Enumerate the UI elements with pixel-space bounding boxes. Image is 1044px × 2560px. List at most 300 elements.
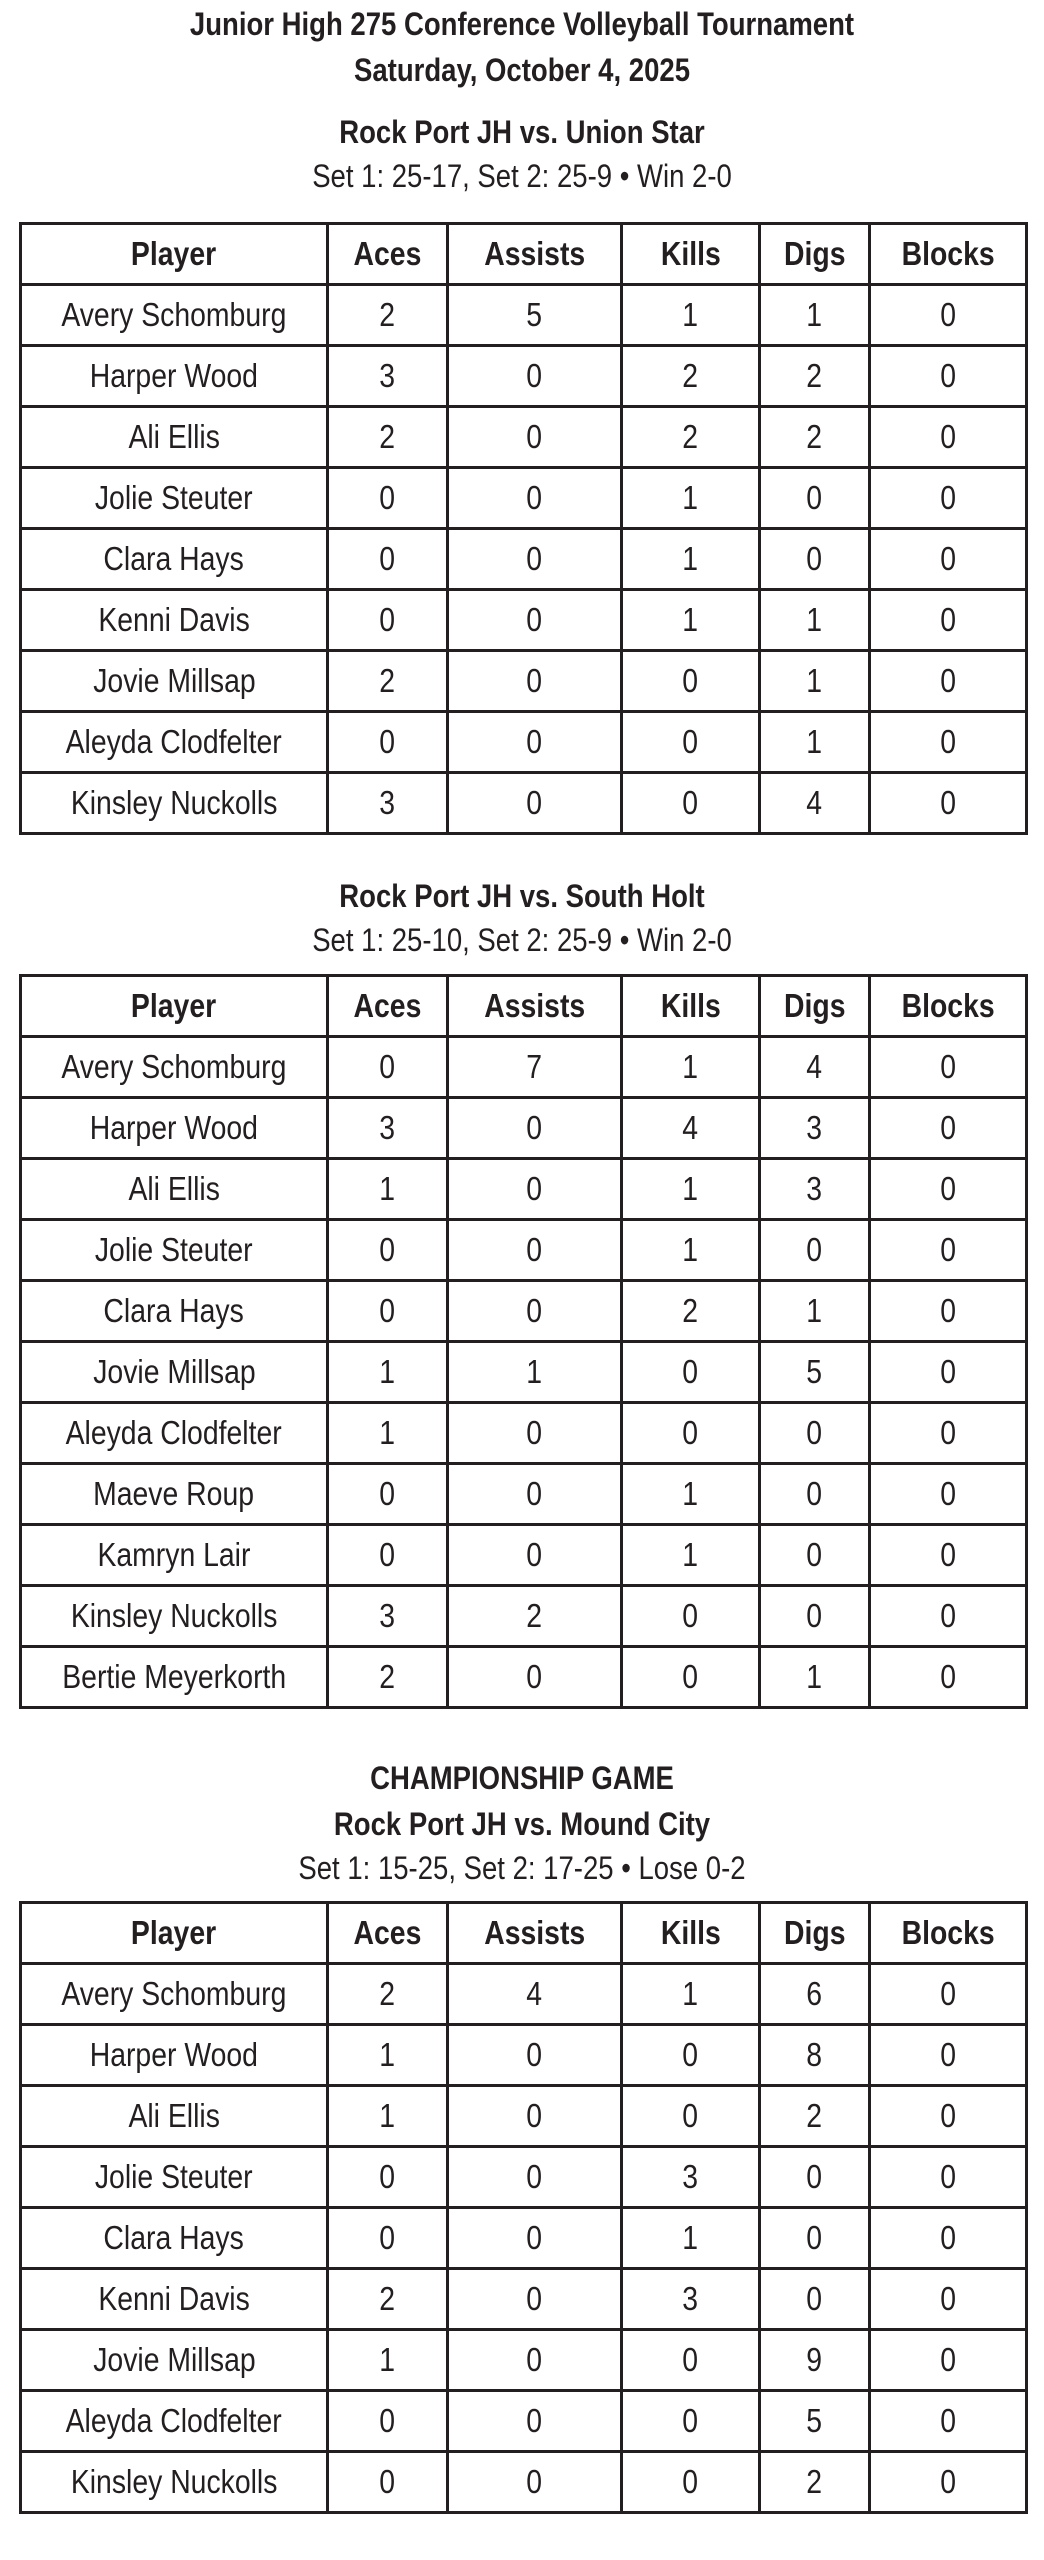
cell-blocks bbox=[870, 2208, 1027, 2269]
cell-value: 1 bbox=[806, 662, 823, 699]
cell-digs bbox=[760, 2269, 870, 2330]
cell-value: 0 bbox=[526, 1658, 543, 1695]
table-row bbox=[21, 529, 1027, 590]
cell-value: 3 bbox=[379, 357, 396, 394]
match-result: Set 1: 25-10, Set 2: 25-9 • Win 2-0 bbox=[312, 922, 732, 958]
cell-blocks bbox=[870, 2330, 1027, 2391]
cell-blocks bbox=[870, 651, 1027, 712]
cell-assists bbox=[448, 285, 622, 346]
cell-aces bbox=[328, 651, 448, 712]
cell-kills bbox=[622, 407, 760, 468]
cell-value: 0 bbox=[379, 2402, 396, 2439]
cell-kills bbox=[622, 1281, 760, 1342]
cell-value: 3 bbox=[682, 2280, 699, 2317]
cell-value: Jovie Millsap bbox=[92, 1353, 256, 1390]
table-row bbox=[21, 468, 1027, 529]
cell-kills bbox=[622, 529, 760, 590]
cell-aces bbox=[328, 590, 448, 651]
cell-aces bbox=[328, 1098, 448, 1159]
cell-value: 0 bbox=[379, 601, 396, 638]
cell-kills bbox=[622, 590, 760, 651]
column-header-label: Kills bbox=[660, 987, 721, 1024]
table-row bbox=[21, 1342, 1027, 1403]
cell-digs bbox=[760, 2025, 870, 2086]
cell-digs bbox=[760, 712, 870, 773]
cell-kills bbox=[622, 2330, 760, 2391]
cell-assists bbox=[448, 1037, 622, 1098]
cell-value: Kenni Davis bbox=[98, 601, 250, 638]
cell-blocks bbox=[870, 1964, 1027, 2025]
cell-assists bbox=[448, 1220, 622, 1281]
cell-digs bbox=[760, 1964, 870, 2025]
cell-value: 1 bbox=[682, 540, 699, 577]
cell-value: 0 bbox=[940, 1292, 956, 1329]
cell-value: 1 bbox=[806, 723, 823, 760]
cell-player bbox=[21, 2208, 328, 2269]
cell-value: 0 bbox=[682, 2341, 699, 2378]
column-header-blocks bbox=[870, 224, 1027, 285]
cell-value: Clara Hays bbox=[103, 540, 245, 577]
cell-value: 0 bbox=[526, 784, 543, 821]
cell-player bbox=[21, 2025, 328, 2086]
cell-value: 1 bbox=[379, 1414, 396, 1451]
cell-kills bbox=[622, 2452, 760, 2513]
cell-digs bbox=[760, 2330, 870, 2391]
cell-value: 0 bbox=[682, 2036, 699, 2073]
cell-value: 0 bbox=[940, 418, 956, 455]
cell-value: 5 bbox=[526, 296, 543, 333]
table-row bbox=[21, 2086, 1027, 2147]
cell-player bbox=[21, 1464, 328, 1525]
column-header-player bbox=[21, 1903, 328, 1964]
match-title: Rock Port JH vs. Union Star bbox=[339, 114, 705, 150]
cell-blocks bbox=[870, 346, 1027, 407]
cell-value: Bertie Meyerkorth bbox=[62, 1658, 286, 1695]
cell-digs bbox=[760, 1464, 870, 1525]
table-row bbox=[21, 1403, 1027, 1464]
cell-assists bbox=[448, 590, 622, 651]
table-row bbox=[21, 2147, 1027, 2208]
cell-value: 4 bbox=[682, 1109, 699, 1146]
table-row bbox=[21, 346, 1027, 407]
table-row bbox=[21, 1159, 1027, 1220]
cell-value: Jolie Steuter bbox=[95, 1231, 253, 1268]
cell-blocks bbox=[870, 773, 1027, 834]
column-header-digs bbox=[760, 224, 870, 285]
cell-blocks bbox=[870, 2147, 1027, 2208]
cell-value: Harper Wood bbox=[89, 2036, 259, 2073]
cell-assists bbox=[448, 2391, 622, 2452]
table-row bbox=[21, 2025, 1027, 2086]
cell-player bbox=[21, 407, 328, 468]
column-header-player bbox=[21, 224, 328, 285]
cell-value: 1 bbox=[379, 2036, 396, 2073]
cell-digs bbox=[760, 651, 870, 712]
cell-value: 0 bbox=[526, 1475, 543, 1512]
cell-value: 0 bbox=[940, 1109, 956, 1146]
cell-value: 1 bbox=[682, 1536, 699, 1573]
cell-kills bbox=[622, 1964, 760, 2025]
cell-kills bbox=[622, 1464, 760, 1525]
cell-value: 8 bbox=[806, 2036, 823, 2073]
cell-digs bbox=[760, 2208, 870, 2269]
cell-value: Jovie Millsap bbox=[92, 2341, 256, 2378]
page-date: Saturday, October 4, 2025 bbox=[354, 52, 690, 88]
cell-value: 0 bbox=[682, 1414, 699, 1451]
column-header-label: Digs bbox=[783, 1914, 846, 1951]
cell-value: 9 bbox=[806, 2341, 823, 2378]
cell-kills bbox=[622, 1098, 760, 1159]
cell-value: 0 bbox=[682, 1353, 699, 1390]
table-row bbox=[21, 2391, 1027, 2452]
cell-aces bbox=[328, 2269, 448, 2330]
column-header-aces bbox=[328, 1903, 448, 1964]
cell-kills bbox=[622, 2208, 760, 2269]
cell-player bbox=[21, 1647, 328, 1708]
cell-value: 0 bbox=[379, 1475, 396, 1512]
cell-value: 1 bbox=[682, 601, 699, 638]
cell-assists bbox=[448, 1159, 622, 1220]
table-row bbox=[21, 1098, 1027, 1159]
cell-player bbox=[21, 285, 328, 346]
cell-value: 1 bbox=[379, 1353, 396, 1390]
column-header-label: Digs bbox=[783, 987, 846, 1024]
cell-aces bbox=[328, 1342, 448, 1403]
cell-value: 1 bbox=[682, 1975, 699, 2012]
cell-digs bbox=[760, 773, 870, 834]
cell-value: 0 bbox=[806, 1231, 823, 1268]
cell-aces bbox=[328, 1403, 448, 1464]
table-row bbox=[21, 1281, 1027, 1342]
cell-value: 0 bbox=[940, 296, 956, 333]
cell-value: 2 bbox=[806, 2463, 823, 2500]
cell-digs bbox=[760, 529, 870, 590]
cell-value: 0 bbox=[940, 1597, 956, 1634]
cell-value: 0 bbox=[940, 662, 956, 699]
cell-value: 0 bbox=[526, 723, 543, 760]
cell-value: 0 bbox=[526, 2280, 543, 2317]
column-header-kills bbox=[622, 224, 760, 285]
cell-blocks bbox=[870, 590, 1027, 651]
cell-player bbox=[21, 2086, 328, 2147]
table-row bbox=[21, 773, 1027, 834]
cell-value: 2 bbox=[379, 2280, 396, 2317]
match-heading: CHAMPIONSHIP GAME bbox=[370, 1760, 674, 1796]
cell-kills bbox=[622, 2086, 760, 2147]
cell-assists bbox=[448, 2147, 622, 2208]
cell-kills bbox=[622, 1586, 760, 1647]
cell-value: 0 bbox=[682, 2463, 699, 2500]
cell-value: 0 bbox=[940, 1414, 956, 1451]
cell-value: 0 bbox=[526, 540, 543, 577]
cell-value: 3 bbox=[806, 1170, 823, 1207]
cell-aces bbox=[328, 1037, 448, 1098]
cell-value: 3 bbox=[379, 1109, 396, 1146]
cell-kills bbox=[622, 651, 760, 712]
match-result: Set 1: 25-17, Set 2: 25-9 • Win 2-0 bbox=[312, 158, 732, 194]
cell-value: 2 bbox=[379, 1975, 396, 2012]
cell-blocks bbox=[870, 2025, 1027, 2086]
cell-aces bbox=[328, 773, 448, 834]
cell-player bbox=[21, 1403, 328, 1464]
cell-value: 2 bbox=[682, 357, 699, 394]
cell-value: 2 bbox=[526, 1597, 543, 1634]
cell-aces bbox=[328, 529, 448, 590]
cell-blocks bbox=[870, 407, 1027, 468]
cell-value: 0 bbox=[682, 784, 699, 821]
table-row bbox=[21, 2208, 1027, 2269]
cell-blocks bbox=[870, 1403, 1027, 1464]
cell-player bbox=[21, 1525, 328, 1586]
cell-value: Avery Schomburg bbox=[61, 1975, 287, 2012]
cell-assists bbox=[448, 1342, 622, 1403]
match-title: Rock Port JH vs. Mound City bbox=[333, 1806, 711, 1842]
cell-value: 7 bbox=[526, 1048, 543, 1085]
column-header-label: Assists bbox=[484, 987, 585, 1024]
cell-value: 0 bbox=[526, 2036, 543, 2073]
cell-blocks bbox=[870, 1220, 1027, 1281]
stats-table bbox=[19, 1901, 1028, 2514]
cell-value: 2 bbox=[806, 2097, 823, 2134]
cell-digs bbox=[760, 468, 870, 529]
cell-value: 0 bbox=[379, 1536, 396, 1573]
cell-value: 0 bbox=[526, 2402, 543, 2439]
table-row bbox=[21, 1037, 1027, 1098]
cell-assists bbox=[448, 651, 622, 712]
cell-value: 0 bbox=[379, 540, 396, 577]
column-header-kills bbox=[622, 976, 760, 1037]
column-header-label: Kills bbox=[660, 1914, 721, 1951]
cell-aces bbox=[328, 285, 448, 346]
cell-kills bbox=[622, 1342, 760, 1403]
cell-value: 0 bbox=[940, 1353, 956, 1390]
cell-assists bbox=[448, 407, 622, 468]
cell-digs bbox=[760, 2086, 870, 2147]
cell-assists bbox=[448, 2025, 622, 2086]
cell-value: 2 bbox=[379, 662, 396, 699]
table-row bbox=[21, 1220, 1027, 1281]
cell-value: 0 bbox=[379, 1231, 396, 1268]
cell-value: 1 bbox=[682, 479, 699, 516]
cell-kills bbox=[622, 1403, 760, 1464]
cell-value: 3 bbox=[806, 1109, 823, 1146]
cell-player bbox=[21, 712, 328, 773]
cell-blocks bbox=[870, 1159, 1027, 1220]
cell-value: 0 bbox=[682, 2402, 699, 2439]
cell-value: 0 bbox=[940, 357, 956, 394]
cell-blocks bbox=[870, 529, 1027, 590]
column-header-aces bbox=[328, 224, 448, 285]
cell-value: Jolie Steuter bbox=[95, 479, 253, 516]
cell-digs bbox=[760, 2147, 870, 2208]
header-row bbox=[21, 976, 1027, 1037]
cell-assists bbox=[448, 346, 622, 407]
table-row bbox=[21, 2269, 1027, 2330]
cell-digs bbox=[760, 2391, 870, 2452]
cell-value: 0 bbox=[526, 2158, 543, 2195]
cell-player bbox=[21, 1281, 328, 1342]
table-row bbox=[21, 651, 1027, 712]
cell-value: 0 bbox=[806, 540, 823, 577]
column-header-label: Player bbox=[131, 1914, 217, 1951]
cell-assists bbox=[448, 1586, 622, 1647]
cell-value: 3 bbox=[379, 1597, 396, 1634]
table-row bbox=[21, 1464, 1027, 1525]
table-row bbox=[21, 2330, 1027, 2391]
table-row bbox=[21, 1647, 1027, 1708]
cell-assists bbox=[448, 2208, 622, 2269]
cell-aces bbox=[328, 1220, 448, 1281]
column-header-aces bbox=[328, 976, 448, 1037]
cell-blocks bbox=[870, 1098, 1027, 1159]
cell-kills bbox=[622, 2269, 760, 2330]
cell-value: 0 bbox=[379, 723, 396, 760]
column-header-label: Blocks bbox=[901, 987, 995, 1024]
column-header-blocks bbox=[870, 976, 1027, 1037]
cell-value: Ali Ellis bbox=[128, 418, 220, 455]
cell-player bbox=[21, 529, 328, 590]
column-header-label: Digs bbox=[783, 235, 846, 272]
cell-value: 0 bbox=[379, 1048, 396, 1085]
cell-blocks bbox=[870, 2269, 1027, 2330]
cell-aces bbox=[328, 407, 448, 468]
cell-digs bbox=[760, 1647, 870, 1708]
cell-value: 2 bbox=[379, 418, 396, 455]
cell-value: 1 bbox=[379, 1170, 396, 1207]
cell-digs bbox=[760, 346, 870, 407]
cell-kills bbox=[622, 1159, 760, 1220]
cell-digs bbox=[760, 1098, 870, 1159]
cell-kills bbox=[622, 468, 760, 529]
cell-aces bbox=[328, 2025, 448, 2086]
cell-kills bbox=[622, 346, 760, 407]
table-row bbox=[21, 2452, 1027, 2513]
stats-table bbox=[19, 974, 1028, 1709]
cell-value: 0 bbox=[940, 2402, 956, 2439]
cell-aces bbox=[328, 712, 448, 773]
cell-value: 5 bbox=[806, 1353, 823, 1390]
cell-value: 1 bbox=[682, 296, 699, 333]
cell-value: 0 bbox=[806, 1536, 823, 1573]
cell-value: 2 bbox=[806, 418, 823, 455]
cell-value: 0 bbox=[379, 2463, 396, 2500]
cell-value: 1 bbox=[379, 2097, 396, 2134]
cell-value: 2 bbox=[682, 418, 699, 455]
cell-value: 0 bbox=[806, 2280, 823, 2317]
cell-value: 0 bbox=[526, 2097, 543, 2134]
cell-aces bbox=[328, 2086, 448, 2147]
column-header-label: Kills bbox=[660, 235, 721, 272]
column-header-blocks bbox=[870, 1903, 1027, 1964]
column-header-label: Blocks bbox=[901, 1914, 995, 1951]
cell-player bbox=[21, 1159, 328, 1220]
cell-digs bbox=[760, 1403, 870, 1464]
table-row bbox=[21, 1525, 1027, 1586]
table-row bbox=[21, 712, 1027, 773]
cell-blocks bbox=[870, 1647, 1027, 1708]
match-result: Set 1: 15-25, Set 2: 17-25 • Lose 0-2 bbox=[298, 1850, 746, 1886]
cell-blocks bbox=[870, 1281, 1027, 1342]
cell-assists bbox=[448, 712, 622, 773]
cell-value: 0 bbox=[940, 2280, 956, 2317]
cell-value: 0 bbox=[526, 662, 543, 699]
cell-assists bbox=[448, 468, 622, 529]
cell-value: 4 bbox=[806, 1048, 823, 1085]
cell-value: 0 bbox=[806, 2158, 823, 2195]
cell-value: 0 bbox=[940, 2463, 956, 2500]
cell-assists bbox=[448, 1464, 622, 1525]
cell-player bbox=[21, 2330, 328, 2391]
cell-player bbox=[21, 1220, 328, 1281]
cell-value: 1 bbox=[806, 601, 823, 638]
cell-value: 0 bbox=[940, 1170, 956, 1207]
column-header-label: Blocks bbox=[901, 235, 995, 272]
cell-blocks bbox=[870, 285, 1027, 346]
cell-player bbox=[21, 2391, 328, 2452]
column-header-assists bbox=[448, 224, 622, 285]
cell-value: 0 bbox=[526, 357, 543, 394]
cell-digs bbox=[760, 590, 870, 651]
cell-value: 0 bbox=[526, 418, 543, 455]
cell-value: 0 bbox=[940, 601, 956, 638]
cell-value: 0 bbox=[682, 1597, 699, 1634]
column-header-digs bbox=[760, 976, 870, 1037]
cell-value: 4 bbox=[806, 784, 823, 821]
cell-value: 0 bbox=[940, 2036, 956, 2073]
cell-aces bbox=[328, 1281, 448, 1342]
cell-value: Clara Hays bbox=[103, 2219, 245, 2256]
cell-kills bbox=[622, 285, 760, 346]
cell-value: 0 bbox=[526, 2341, 543, 2378]
cell-aces bbox=[328, 1159, 448, 1220]
cell-assists bbox=[448, 773, 622, 834]
column-header-digs bbox=[760, 1903, 870, 1964]
cell-value: Kamryn Lair bbox=[97, 1536, 251, 1573]
cell-value: 0 bbox=[526, 1109, 543, 1146]
cell-aces bbox=[328, 2208, 448, 2269]
cell-assists bbox=[448, 1281, 622, 1342]
cell-value: 0 bbox=[806, 1597, 823, 1634]
cell-aces bbox=[328, 1525, 448, 1586]
cell-value: Jovie Millsap bbox=[92, 662, 256, 699]
cell-kills bbox=[622, 2025, 760, 2086]
cell-value: 0 bbox=[682, 662, 699, 699]
cell-value: Ali Ellis bbox=[128, 1170, 220, 1207]
cell-value: Avery Schomburg bbox=[61, 1048, 287, 1085]
cell-blocks bbox=[870, 1342, 1027, 1403]
cell-assists bbox=[448, 2269, 622, 2330]
cell-value: 0 bbox=[526, 479, 543, 516]
cell-player bbox=[21, 1964, 328, 2025]
cell-player bbox=[21, 2452, 328, 2513]
cell-value: 1 bbox=[682, 1048, 699, 1085]
cell-value: Maeve Roup bbox=[93, 1475, 255, 1512]
table-row bbox=[21, 285, 1027, 346]
column-header-assists bbox=[448, 976, 622, 1037]
column-header-assists bbox=[448, 1903, 622, 1964]
match-title: Rock Port JH vs. South Holt bbox=[339, 878, 705, 914]
cell-value: 3 bbox=[379, 784, 396, 821]
cell-value: 0 bbox=[940, 2219, 956, 2256]
cell-player bbox=[21, 1586, 328, 1647]
cell-value: 0 bbox=[379, 2158, 396, 2195]
column-header-label: Assists bbox=[484, 235, 585, 272]
cell-value: 0 bbox=[806, 2219, 823, 2256]
column-header-label: Aces bbox=[353, 235, 422, 272]
column-header-player bbox=[21, 976, 328, 1037]
cell-value: Kenni Davis bbox=[98, 2280, 250, 2317]
cell-digs bbox=[760, 2452, 870, 2513]
